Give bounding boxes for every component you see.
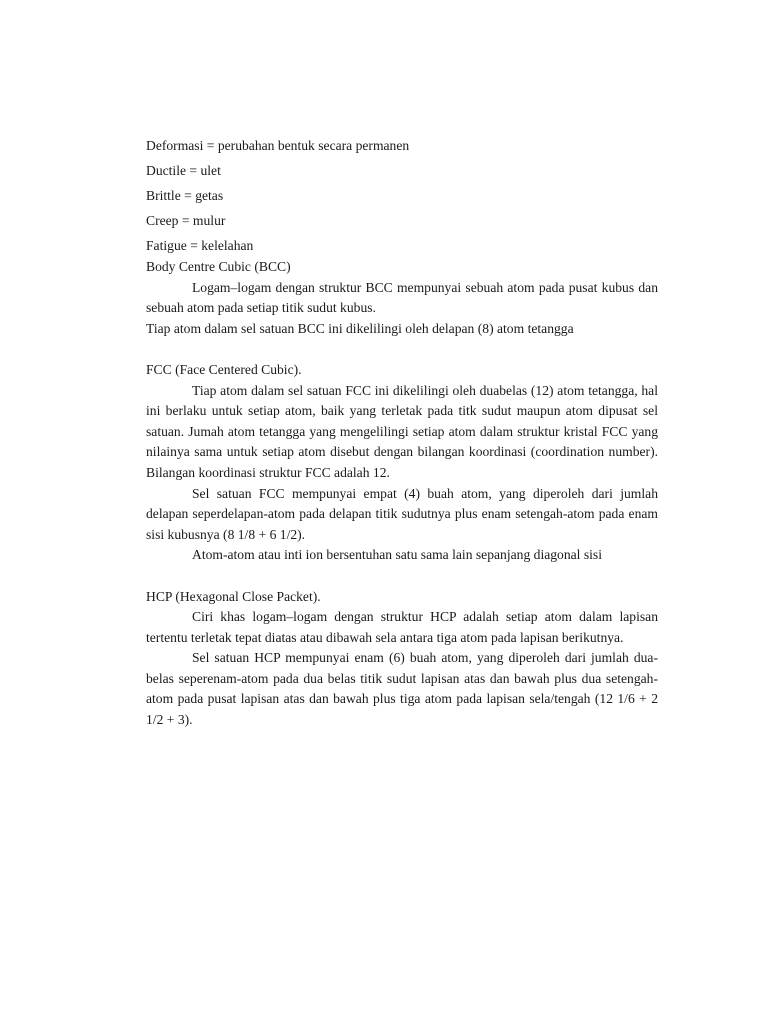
hcp-section: [146, 587, 658, 731]
section-spacer: [146, 566, 658, 587]
hcp-heading: HCP (Hexagonal Close Packet).: [146, 588, 321, 604]
definition-ductile: Ductile = ulet: [146, 163, 221, 178]
hcp-paragraph-2: Sel satuan HCP mempunyai enam (6) buah atom, yang diperoleh dari jumlah dua-belas seperenam-atom pada dua belas titik sudut lapisan atas dan bawah plus dua setengah-atom pada pusat lapisan atas dan bawah plus tiga atom pada lapisan sela/tengah (12 1/6 + 2 1/2 + 3).: [146, 650, 658, 728]
fcc-paragraph-3: Atom-atom atau inti ion bersentuhan satu sama lain sepanjang diagonal sisi: [192, 547, 602, 563]
fcc-paragraph-1: Tiap atom dalam sel satuan FCC ini dikelilingi oleh duabelas (12) atom tetangga, hal ini berlaku untuk setiap atom, baik yang terletak pada titk sudut maupun atom dipusat sel satuan. Jumah atom tetangga yang mengelilingi setiap atom dalam struktur kristal FCC yang nilainya sama untuk setiap atom disebut dengan bilangan koordinasi (coordination number). Bilangan koordinasi struktur FCC adalah 12.: [146, 382, 658, 480]
fcc-paragraph-2: Sel satuan FCC mempunyai empat (4) buah atom, yang diperoleh dari jumlah delapan seperdelapan-atom pada delapan titik sudutnya plus enam setengah-atom pada enam sisi kubusnya (8 1/8 + 6 1/2).: [146, 485, 658, 542]
bcc-section: [146, 257, 658, 339]
hcp-paragraph-1: Ciri khas logam–logam dengan struktur HCP adalah setiap atom dalam lapisan tertentu terletak tepat diatas atau dibawah sela antara tiga atom pada lapisan berikutnya.: [146, 609, 658, 645]
definition-creep: Creep = mulur: [146, 213, 226, 228]
bcc-paragraph-1: Logam–logam dengan struktur BCC mempunyai sebuah atom pada pusat kubus dan sebuah atom pada setiap titik sudut kubus.: [146, 279, 658, 316]
bcc-heading: Body Centre Cubic (BCC): [146, 259, 291, 274]
bcc-paragraph-2: Tiap atom dalam sel satuan BCC ini dikelilingi oleh delapan (8) atom tetangga: [146, 320, 574, 336]
fcc-heading: FCC (Face Centered Cubic).: [146, 361, 302, 377]
definitions-list: [146, 133, 658, 258]
definition-fatigue: Fatigue = kelelahan: [146, 238, 254, 253]
section-spacer: [146, 339, 658, 360]
fcc-section: [146, 360, 658, 566]
definition-deformasi: Deformasi = perubahan bentuk secara permanen: [146, 138, 410, 153]
document-page: [146, 133, 658, 731]
definition-brittle: Brittle = getas: [146, 188, 224, 203]
